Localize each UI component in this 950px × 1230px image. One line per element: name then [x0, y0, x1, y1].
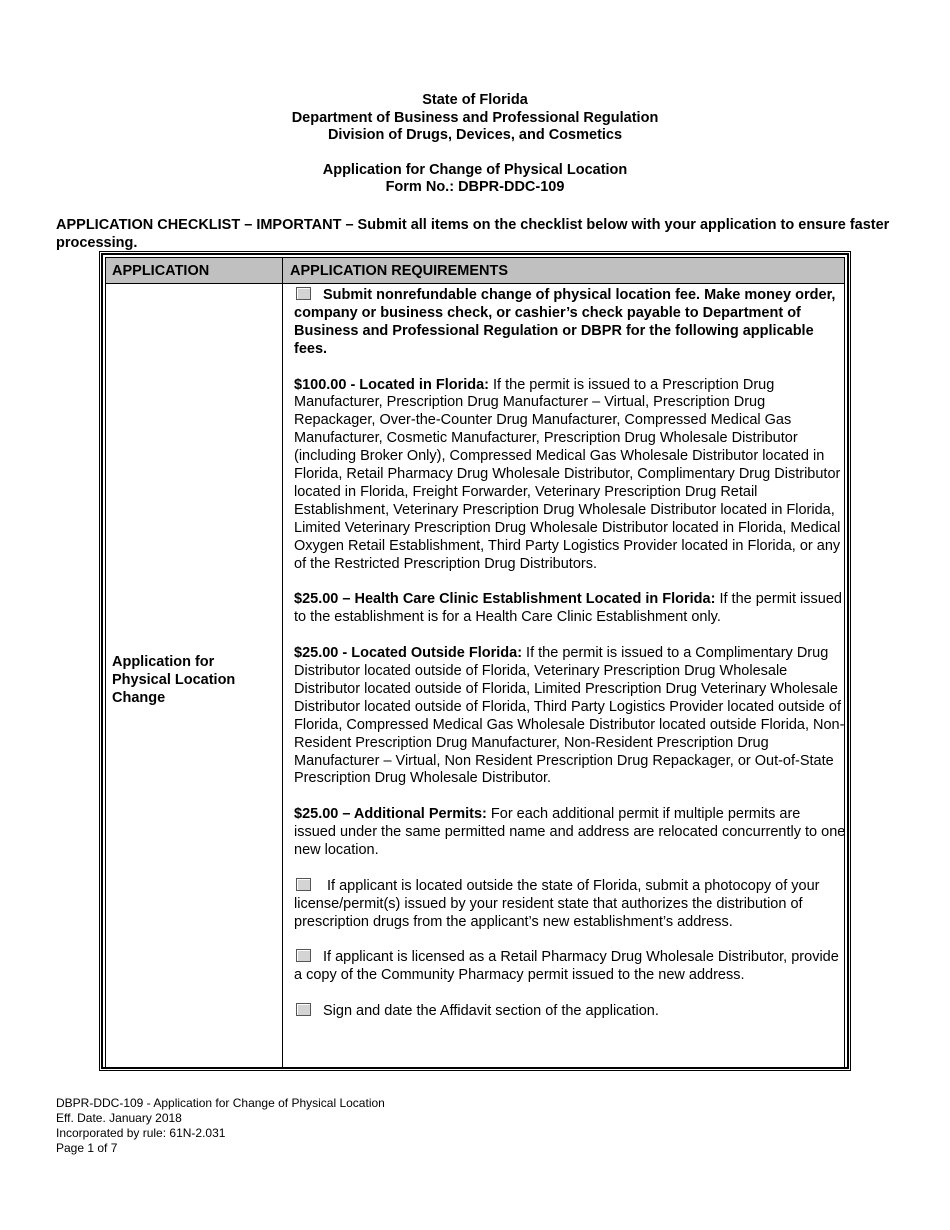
requirement-affidavit-text: Sign and date the Affidavit section of the application. — [323, 1003, 659, 1020]
column-divider — [282, 258, 283, 1067]
fee-health-care-clinic-text: If the permit issued to the establishment is for a Health Care Clinic Establishment only. — [294, 591, 842, 626]
division-name: Division of Drugs, Devices, and Cosmetics — [327, 127, 623, 143]
requirement-fee-text: Submit nonrefundable change of physical location fee. Make money order, company or business check, or cashier’s check payable to Department of Business and Professional Regulation or DBPR for the following applicable fees. — [294, 287, 836, 357]
checklist-title: APPLICATION CHECKLIST – IMPORTANT – Submit all items on the checklist below with your application to ensure faster processing. — [56, 217, 890, 251]
page-footer — [56, 1096, 385, 1156]
document-header — [0, 92, 950, 197]
requirements-cell — [294, 287, 846, 1021]
fee-health-care-clinic — [294, 591, 846, 627]
footer-rule: Incorporated by rule: 61N-2.031 — [56, 1126, 226, 1140]
checkbox-affidavit[interactable] — [296, 1003, 311, 1016]
form-number: Form No.: DBPR-DDC-109 — [385, 179, 565, 195]
column-header-application: APPLICATION — [112, 263, 210, 279]
form-title: Application for Change of Physical Location — [322, 161, 628, 178]
checkbox-fee[interactable] — [296, 287, 311, 300]
fee-outside-florida-text: If the permit is issued to a Complimentary Drug Distributor located outside of Florida, Veterinary Prescription Drug Wholesale Distributor located outside of Florida, Limited Prescription Drug Veterinary Wholesale Distributor located outside of Florida, Third Party Logistics Provider located outside of Florida, Compressed Medical Gas Wholesale Distributor located outside Florida, Non-Resident Prescription Drug Manufacturer, Non-Resident Prescription Drug Manufacturer – Virtual, Non Resident Prescription Drug Repackager, or Out-of-State Prescription Drug Wholesale Distributor. — [294, 645, 845, 787]
fee-florida-label: $100.00 - Located in Florida: — [294, 376, 489, 393]
footer-form-name: DBPR-DDC-109 - Application for Change of Physical Location — [56, 1096, 385, 1110]
state-name: State of Florida — [422, 92, 528, 108]
footer-effective-date: Eff. Date. January 2018 — [56, 1111, 182, 1125]
fee-florida-text: If the permit is issued to a Prescription Drug Manufacturer, Prescription Drug Manufacturer – Virtual, Prescription Drug Repackager, Over-the-Counter Drug Manufacturer, Compressed Medical Gas Manufacturer, Cosmetic Manufacturer, Prescription Drug Wholesale Distributor (including Broker Only), Compressed Medical Gas Wholesale Distributor located in Florida, Retail Pharmacy Drug Wholesale Distributor, Complimentary Drug Distributor located in Florida, Freight Forwarder, Veterinary Prescription Drug Retail Establishment, Veterinary Prescription Drug Wholesale Distributor located in Florida, Limited Veterinary Prescription Drug Wholesale Distributor located in Florida, Medical Oxygen Retail Establishment, Third Party Logistics Provider located in Florida, or any of the Restricted Prescription Drug Distributors. — [294, 376, 841, 572]
fee-additional-permits-label: $25.00 – Additional Permits: — [294, 806, 487, 823]
checkbox-license-copy[interactable] — [296, 878, 311, 891]
application-name: Application for Physical Location Change — [112, 654, 236, 706]
requirement-affidavit — [294, 1003, 846, 1021]
fee-health-care-clinic-label: $25.00 – Health Care Clinic Establishment Located in Florida: — [294, 591, 716, 608]
requirement-license-copy-text: If applicant is located outside the state of Florida, submit a photocopy of your license/permit(s) issued by your resident state that authorizes the distribution of prescription drugs from the applicant’s new establishment’s address. — [294, 877, 820, 930]
requirement-community-pharmacy — [294, 949, 846, 985]
fee-additional-permits — [294, 806, 846, 860]
checklist-table — [101, 253, 849, 1069]
fee-outside-florida — [294, 645, 846, 788]
requirement-community-pharmacy-text: If applicant is licensed as a Retail Pharmacy Drug Wholesale Distributor, provide a copy of the Community Pharmacy permit issued to the new address. — [294, 949, 839, 984]
checkbox-community-pharmacy[interactable] — [296, 949, 311, 962]
requirement-fee — [294, 287, 846, 359]
table-header — [106, 258, 844, 284]
department-name: Department of Business and Professional Regulation — [291, 109, 659, 126]
fee-florida — [294, 377, 846, 574]
footer-page-number: Page 1 of 7 — [56, 1141, 118, 1155]
fee-additional-permits-text: For each additional permit if multiple permits are issued under the same permitted name and address are relocated concurrently to one new location. — [294, 806, 846, 859]
column-header-requirements: APPLICATION REQUIREMENTS — [290, 263, 509, 279]
requirement-license-copy — [294, 878, 846, 932]
fee-outside-florida-label: $25.00 - Located Outside Florida: — [294, 645, 523, 662]
